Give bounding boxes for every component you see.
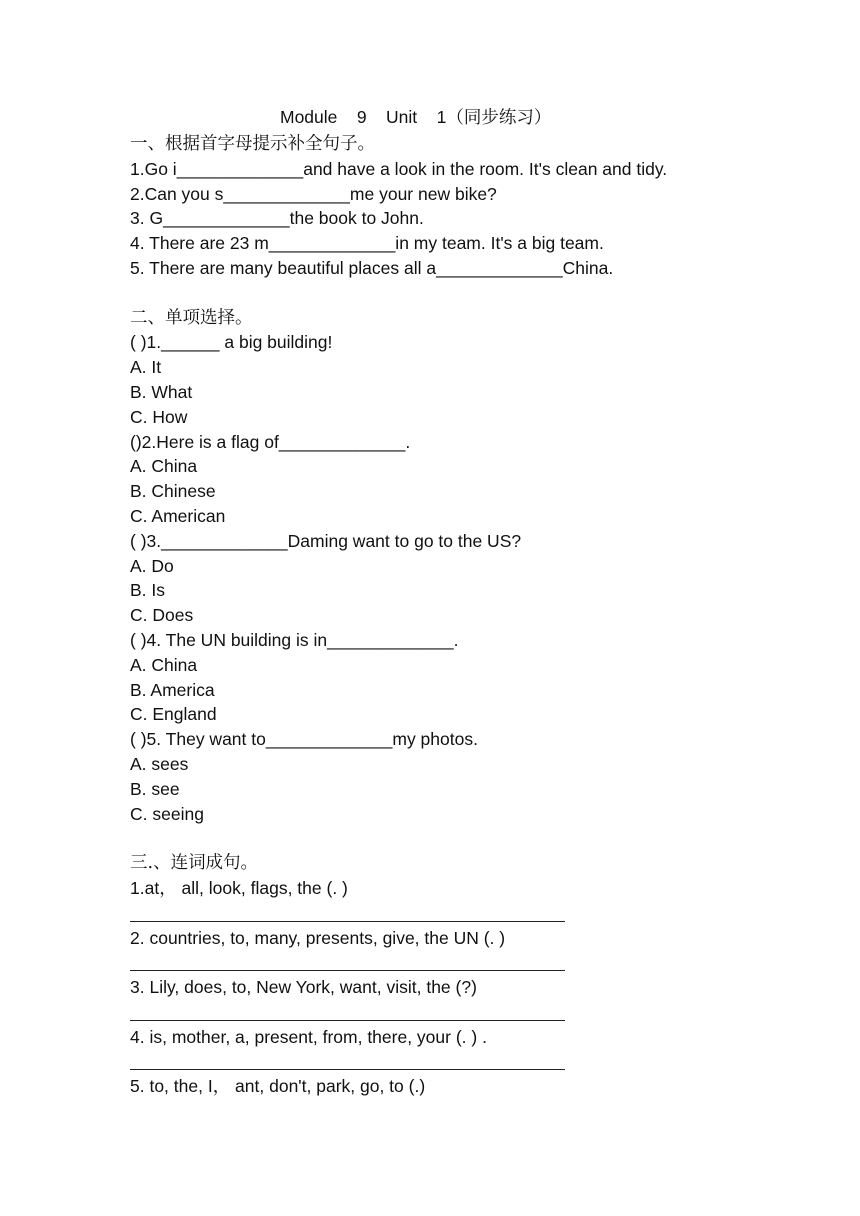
question-option: B. What — [130, 381, 193, 402]
question-option: C. England — [130, 704, 217, 725]
answer-line — [130, 1049, 770, 1074]
worksheet-title: Module 9 Unit 1（同步练习） — [280, 107, 552, 127]
question-option: A. China — [130, 654, 198, 675]
section-spacer — [130, 826, 770, 851]
section-1-item: 4. There are 23 m_____________in my team. It's a big team. — [130, 233, 604, 254]
question-option: B. see — [130, 778, 180, 799]
question-stem: ( )5. They want to_____________my photos. — [130, 729, 478, 750]
section-1-heading: 一、根据首字母提示补全句子。 — [130, 134, 375, 154]
question-option: C. seeing — [130, 803, 204, 824]
question-option: A. Do — [130, 555, 174, 576]
question-option: B. Chinese — [130, 481, 216, 502]
question-option: C. Does — [130, 605, 194, 626]
section-3-heading: 三.、连词成句。 — [130, 853, 259, 874]
section-1-item: 2.Can you s_____________me your new bike? — [130, 183, 497, 204]
question-stem: ( )3._____________Daming want to go to the US? — [130, 530, 522, 551]
section-1-item: 3. G_____________the book to John. — [130, 208, 424, 229]
sentence-prompt: 3. Lily, does, to, New York, want, visit, the (?) — [130, 977, 477, 998]
worksheet-content — [130, 132, 770, 1099]
question-option: A. sees — [130, 753, 189, 774]
sentence-prompt: 2. countries, to, many, presents, give, the UN (. ) — [130, 927, 506, 948]
sentence-prompt: 1.at， all, look, flags, the (. ) — [130, 877, 348, 898]
question-option: A. China — [130, 456, 198, 477]
question-stem: ( )4. The UN building is in_____________. — [130, 629, 459, 650]
question-option: A. It — [130, 357, 162, 378]
question-stem: ()2.Here is a flag of_____________. — [130, 431, 411, 452]
answer-line — [130, 901, 770, 926]
section-1-item: 5. There are many beautiful places all a_____________China. — [130, 257, 614, 278]
question-option: C. How — [130, 406, 188, 427]
question-option: C. American — [130, 505, 226, 526]
question-option: B. Is — [130, 580, 166, 601]
question-option: B. America — [130, 679, 215, 700]
section-2-heading: 二、单项选择。 — [130, 307, 253, 328]
answer-line — [130, 1000, 770, 1025]
section-1-item: 1.Go i_____________and have a look in the room. It's clean and tidy. — [130, 158, 668, 179]
answer-line — [130, 950, 770, 975]
sentence-prompt: 5. to, the, I， ant, don't, park, go, to (.) — [130, 1076, 426, 1097]
sentence-prompt: 4. is, mother, a, present, from, there, your (. ) . — [130, 1026, 487, 1047]
question-stem: ( )1.______ a big building! — [130, 332, 333, 353]
section-spacer — [130, 281, 770, 306]
